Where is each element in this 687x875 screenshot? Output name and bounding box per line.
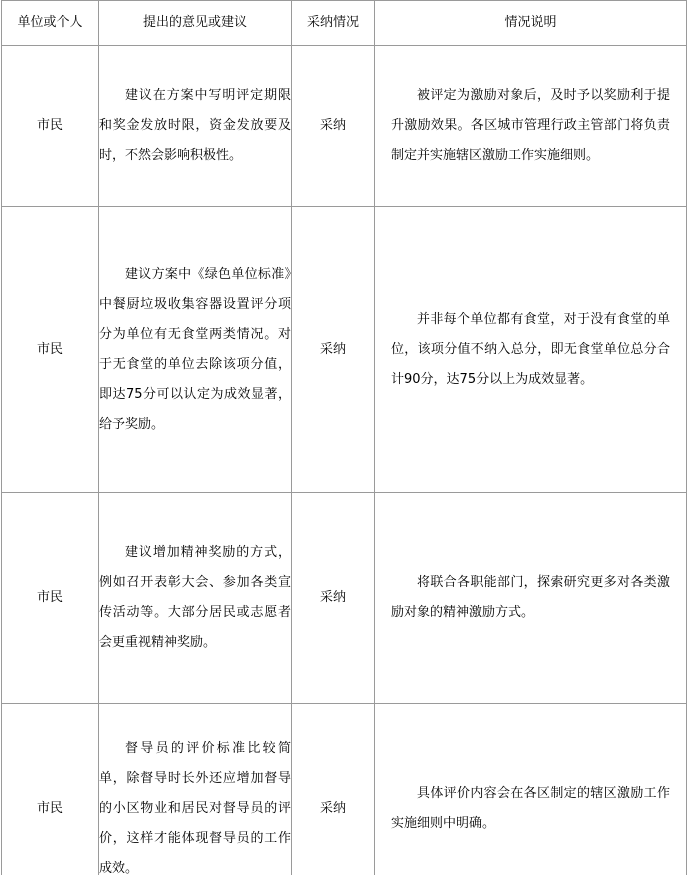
table-row	[2, 46, 687, 207]
cell-adoption: 采纳	[292, 493, 375, 704]
cell-unit: 市民	[2, 207, 99, 493]
cell-adoption: 采纳	[292, 704, 375, 875]
cell-adoption: 采纳	[292, 46, 375, 207]
column-header-unit: 单位或个人	[2, 1, 99, 46]
table-body	[2, 46, 687, 875]
table-header	[2, 1, 687, 46]
cell-unit: 市民	[2, 493, 99, 704]
cell-unit: 市民	[2, 704, 99, 875]
cell-explanation: 具体评价内容会在各区制定的辖区激励工作实施细则中明确。	[375, 704, 687, 875]
cell-suggestion: 建议方案中《绿色单位标准》中餐厨垃圾收集容器设置评分项分为单位有无食堂两类情况。对于无食堂的单位去除该项分值，即达75分可以认定为成效显著，给予奖励。	[99, 207, 292, 493]
opinion-feedback-table	[1, 0, 687, 875]
cell-explanation: 将联合各职能部门，探索研究更多对各类激励对象的精神激励方式。	[375, 493, 687, 704]
cell-suggestion: 建议增加精神奖励的方式，例如召开表彰大会、参加各类宣传活动等。大部分居民或志愿者会更重视精神奖励。	[99, 493, 292, 704]
column-header-adoption: 采纳情况	[292, 1, 375, 46]
cell-suggestion: 建议在方案中写明评定期限和奖金发放时限，资金发放要及时，不然会影响积极性。	[99, 46, 292, 207]
cell-explanation: 被评定为激励对象后，及时予以奖励利于提升激励效果。各区城市管理行政主管部门将负责制定并实施辖区激励工作实施细则。	[375, 46, 687, 207]
cell-explanation: 并非每个单位都有食堂，对于没有食堂的单位，该项分值不纳入总分，即无食堂单位总分合计90分，达75分以上为成效显著。	[375, 207, 687, 493]
cell-unit: 市民	[2, 46, 99, 207]
table-row	[2, 704, 687, 875]
column-header-explanation: 情况说明	[375, 1, 687, 46]
cell-adoption: 采纳	[292, 207, 375, 493]
table-header-row	[2, 1, 687, 46]
cell-suggestion: 督导员的评价标准比较简单，除督导时长外还应增加督导的小区物业和居民对督导员的评价，这样才能体现督导员的工作成效。	[99, 704, 292, 875]
column-header-suggestion: 提出的意见或建议	[99, 1, 292, 46]
table-row	[2, 493, 687, 704]
table-row	[2, 207, 687, 493]
